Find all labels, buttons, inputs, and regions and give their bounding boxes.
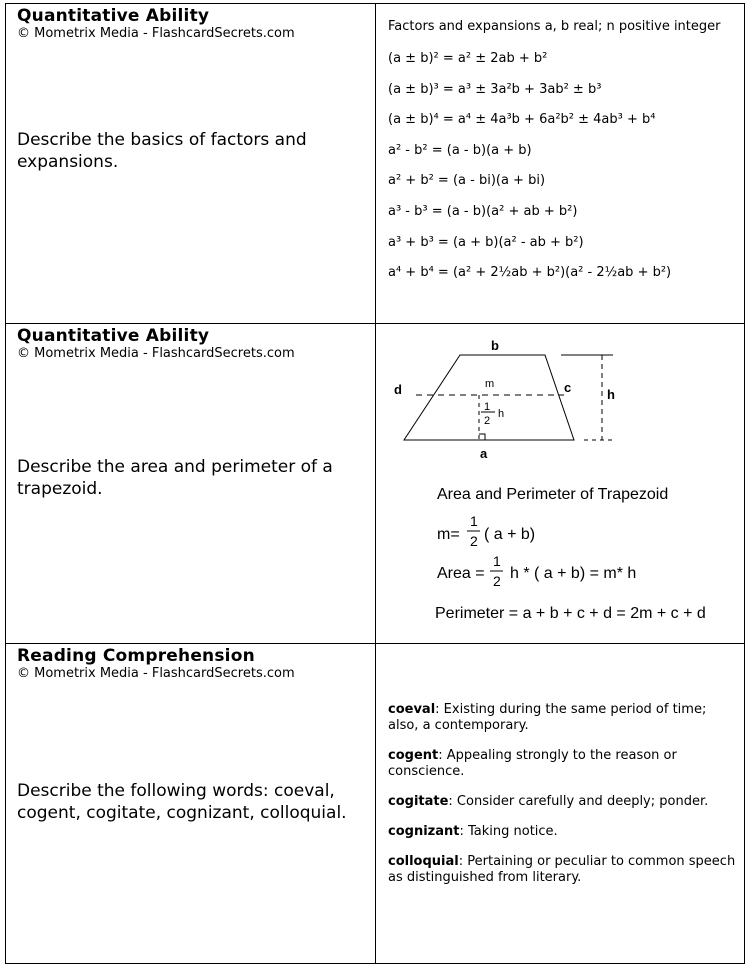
card-front: [6, 4, 375, 323]
perimeter-formula: Perimeter = a + b + c + d = 2m + c + d: [435, 605, 706, 622]
formula-header: Factors and expansions a, b real; n positive integer: [388, 19, 721, 34]
card-category: Quantitative Ability: [17, 326, 210, 346]
trapezoid-diagram: [376, 324, 746, 642]
card-row-factors: [6, 4, 744, 323]
definition-text: : Appealing strongly to the reason or conscience.: [388, 748, 677, 779]
label-d: d: [394, 382, 402, 397]
m-formula-rhs: ( a + b): [484, 526, 536, 543]
card-front: [6, 644, 375, 964]
definition-item: [388, 702, 738, 734]
area-fraction-den: 2: [493, 573, 501, 589]
formula-item: a³ - b³ = (a - b)(a² + ab + b²): [388, 203, 578, 219]
m-fraction-den: 2: [470, 533, 478, 549]
definition-term: cogent: [388, 748, 439, 763]
area-fraction-num: 1: [493, 553, 501, 569]
area-formula-rhs: h * ( a + b) = m* h: [510, 565, 637, 582]
definition-term: cogitate: [388, 794, 449, 809]
formula-item: a² + b² = (a - bi)(a + bi): [388, 173, 546, 189]
right-angle-mark: [479, 434, 485, 440]
area-formula-lhs: Area =: [437, 565, 485, 582]
definition-item: [388, 794, 738, 810]
definition-text: : Pertaining or peculiar to common speech as distinguished from literary.: [388, 854, 736, 885]
formula-item: (a ± b)³ = a³ ± 3a²b + 3ab² ± b³: [388, 81, 602, 97]
half-numerator: 1: [484, 401, 491, 413]
card-category: Quantitative Ability: [17, 6, 210, 26]
definition-term: cognizant: [388, 824, 460, 839]
definition-list: [388, 702, 738, 900]
card-question: Describe the following words: coeval, cogent, cogitate, cognizant, colloquial.: [17, 781, 347, 823]
formula-item: (a ± b)⁴ = a⁴ ± 4a³b + 6a²b² ± 4ab³ + b⁴: [388, 112, 656, 128]
trapezoid-shape: [404, 355, 574, 440]
label-m: m: [485, 378, 495, 390]
half-denominator: 2: [484, 415, 491, 427]
half-h-label: h: [498, 408, 505, 420]
card-row-vocabulary: [6, 643, 744, 964]
card-copyright: © Mometrix Media - FlashcardSecrets.com: [17, 26, 295, 41]
card-question: Describe the area and perimeter of a trapezoid.: [17, 457, 333, 499]
definition-term: coeval: [388, 702, 436, 717]
card-back: [376, 644, 744, 964]
card-copyright: © Mometrix Media - FlashcardSecrets.com: [17, 666, 295, 681]
trapezoid-title: Area and Perimeter of Trapezoid: [437, 486, 669, 503]
card-category: Reading Comprehension: [17, 646, 255, 666]
formula-item: a³ + b³ = (a + b)(a² - ab + b²): [388, 234, 584, 250]
card-copyright: © Mometrix Media - FlashcardSecrets.com: [17, 346, 295, 361]
m-fraction-num: 1: [470, 513, 478, 529]
definition-item: [388, 748, 738, 780]
formula-item: a⁴ + b⁴ = (a² + 2½ab + b²)(a² - 2½ab + b²): [388, 265, 672, 281]
formula-item: a² - b² = (a - b)(a + b): [388, 142, 532, 158]
m-formula-lhs: m=: [437, 526, 460, 543]
label-a: a: [480, 446, 488, 461]
label-b: b: [491, 338, 499, 353]
formula-item: (a ± b)² = a² ± 2ab + b²: [388, 51, 548, 66]
definition-term: colloquial: [388, 854, 459, 869]
definition-item: [388, 824, 738, 840]
label-h: h: [607, 387, 615, 402]
definition-text: : Existing during the same period of time; also, a contemporary.: [388, 702, 707, 733]
card-back: [376, 4, 744, 323]
formula-list: [388, 18, 721, 295]
card-front: [6, 324, 375, 644]
flashcard-sheet: [5, 3, 745, 964]
card-back: [376, 324, 744, 644]
card-question: Describe the basics of factors and expansions.: [17, 130, 307, 172]
definition-text: : Consider carefully and deeply; ponder.: [448, 794, 709, 809]
definition-text: : Taking notice.: [459, 824, 558, 839]
card-row-trapezoid: [6, 323, 744, 644]
label-c: c: [564, 380, 572, 395]
definition-item: [388, 854, 738, 886]
